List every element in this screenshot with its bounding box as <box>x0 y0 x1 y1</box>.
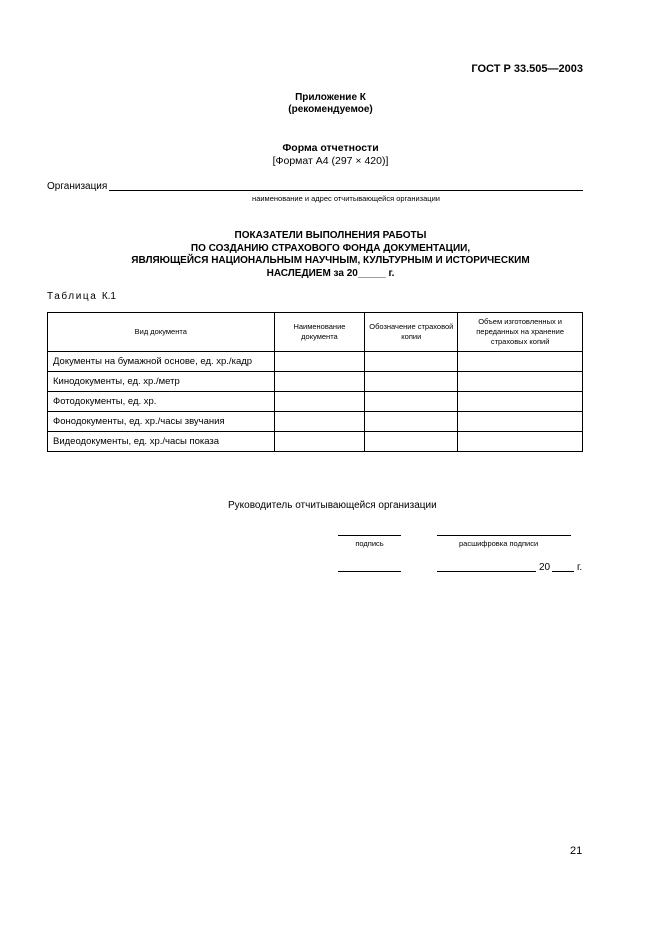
header-document-name: Наименование документа <box>274 313 365 352</box>
annex-status: (рекомендуемое) <box>288 104 373 115</box>
year-suffix: г. <box>577 562 583 573</box>
header-copy-volume: Объем изготовленных и переданных на хранение страховых копий <box>458 313 583 352</box>
table-cell <box>365 432 458 452</box>
table-cell <box>274 412 365 432</box>
table-cell <box>458 432 583 452</box>
date-line-short <box>338 571 401 572</box>
table-cell <box>365 352 458 372</box>
row-label: Кинодокументы, ед. хр./метр <box>48 372 275 392</box>
table-cell <box>274 352 365 372</box>
table-cell <box>274 372 365 392</box>
table-cell <box>458 392 583 412</box>
form-title: Форма отчетности <box>282 142 379 154</box>
table-header-row <box>48 313 583 352</box>
report-heading-line-2: ПО СОЗДАНИЮ СТРАХОВОГО ФОНДА ДОКУМЕНТАЦИИ, <box>190 242 471 254</box>
header-document-type: Вид документа <box>48 313 275 352</box>
row-label: Фонодокументы, ед. хр./часы звучания <box>48 412 275 432</box>
table-cell <box>458 372 583 392</box>
report-heading-line-3: ЯВЛЯЮЩЕЙСЯ НАЦИОНАЛЬНЫМ НАУЧНЫМ, КУЛЬТУРНЫМ И ИСТОРИЧЕСКИМ <box>131 255 530 266</box>
table-row <box>48 432 583 452</box>
table-cell <box>365 412 458 432</box>
organization-label: Организация <box>47 181 108 192</box>
table-cell <box>274 432 365 452</box>
table-label-word: Таблица <box>47 291 98 302</box>
organization-caption: наименование и адрес отчитывающейся организации <box>252 194 440 203</box>
report-heading <box>0 230 661 280</box>
row-label: Фотодокументы, ед. хр. <box>48 392 275 412</box>
table-cell <box>274 392 365 412</box>
signature-decoding-line <box>437 535 571 536</box>
table-row <box>48 372 583 392</box>
row-label: Видеодокументы, ед. хр./часы показа <box>48 432 275 452</box>
head-of-organization-label: Руководитель отчитывающейся организации <box>228 500 437 511</box>
report-heading-line-1: ПОКАЗАТЕЛИ ВЫПОЛНЕНИЯ РАБОТЫ <box>234 230 427 241</box>
table-label-number: К.1 <box>101 291 116 302</box>
header-copy-designation: Обозначение страховой копии <box>365 313 458 352</box>
standard-designation: ГОСТ Р 33.505—2003 <box>471 63 583 75</box>
table-cell <box>458 352 583 372</box>
table-row <box>48 392 583 412</box>
page-number: 21 <box>570 845 583 857</box>
signature-decoding-caption: расшифровка подписи <box>459 539 539 548</box>
table-row <box>48 412 583 432</box>
table-cell <box>458 412 583 432</box>
row-label: Документы на бумажной основе, ед. хр./кадр <box>48 352 275 372</box>
report-table <box>47 312 583 452</box>
annex-title: Приложение К <box>295 92 366 103</box>
table-cell <box>365 392 458 412</box>
form-format: [Формат А4 (297 × 420)] <box>272 155 389 167</box>
signature-caption: подпись <box>355 539 384 548</box>
organization-field-line <box>109 190 583 191</box>
report-heading-line-4: НАСЛЕДИЕМ за 20_____ г. <box>266 267 395 279</box>
year-prefix: 20 <box>539 562 551 573</box>
date-line-long <box>437 571 536 572</box>
table-row <box>48 352 583 372</box>
table-cell <box>365 372 458 392</box>
year-blank-line <box>552 571 574 572</box>
table-label <box>47 291 116 302</box>
signature-line <box>338 535 401 536</box>
